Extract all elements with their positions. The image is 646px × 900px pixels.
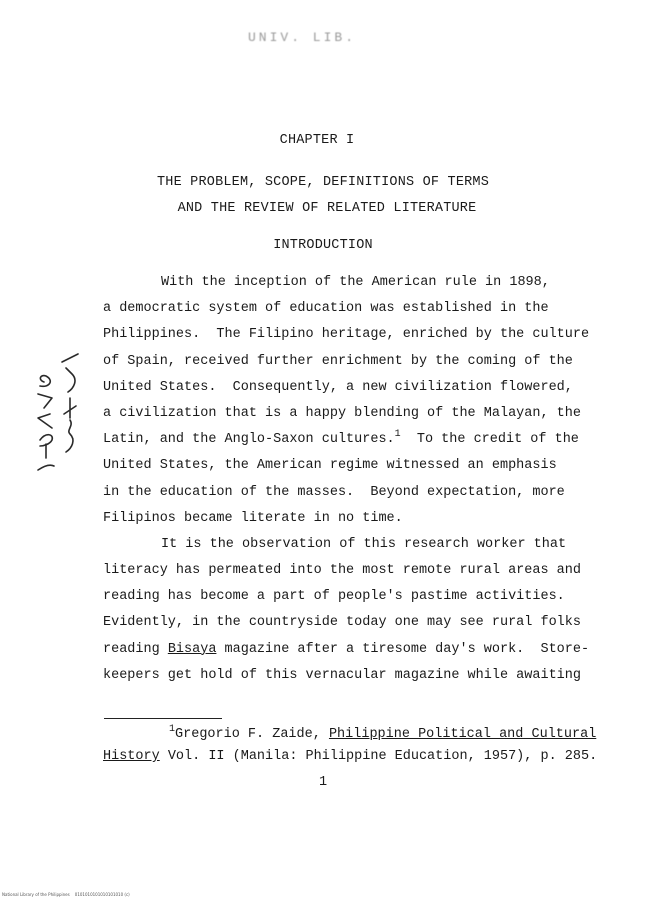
paragraph-1-line: a civilization that is a happy blending of the Malayan, the bbox=[103, 405, 581, 421]
footnote-marker: 1 bbox=[169, 724, 176, 735]
paragraph-2-line: reading has become a part of people's pastime activities. bbox=[103, 589, 565, 605]
scan-footer: National Library of the Philippines 0101010101010101010 (c) bbox=[2, 892, 130, 897]
paragraph-2-line: literacy has permeated into the most remote rural areas and bbox=[103, 563, 581, 579]
line-text: Latin, and the Anglo-Saxon cultures. bbox=[103, 432, 395, 448]
footnote bbox=[103, 724, 598, 768]
line-text: To the credit of the bbox=[400, 432, 579, 448]
handwritten-margin-note bbox=[26, 348, 86, 478]
chapter-title-line-2: AND THE REVIEW OF RELATED LITERATURE bbox=[177, 201, 477, 216]
paragraph-1-line: United States. Consequently, a new civilization flowered, bbox=[103, 379, 573, 395]
magazine-title: Bisaya bbox=[167, 641, 217, 657]
library-stamp: UNIV. LIB. bbox=[248, 30, 357, 45]
paragraph-1-line: Filipinos became literate in no time. bbox=[103, 510, 403, 526]
paragraph-1-line: Philippines. The Filipino heritage, enriched by the culture bbox=[103, 327, 590, 343]
footnote-line-1 bbox=[103, 724, 597, 746]
paragraph-2-line: It is the observation of this research worker that bbox=[161, 536, 567, 552]
footnote-book-title: History bbox=[103, 749, 160, 764]
paragraph-1-line: of Spain, received further enrichment by the coming of the bbox=[103, 353, 573, 369]
line-text: magazine after a tiresome day's work. Store- bbox=[216, 641, 590, 657]
page-number: 1 bbox=[318, 775, 328, 790]
footnote-reference: 1 bbox=[394, 429, 401, 441]
footnote-divider bbox=[104, 718, 222, 719]
section-heading: INTRODUCTION bbox=[273, 238, 373, 253]
chapter-heading: CHAPTER I bbox=[279, 133, 355, 148]
paragraph-1-line: a democratic system of education was established in the bbox=[103, 301, 549, 317]
line-text: reading bbox=[103, 641, 168, 657]
paragraph-1-line: in the education of the masses. Beyond expectation, more bbox=[103, 484, 565, 500]
body-text bbox=[103, 270, 590, 689]
footnote-author: Gregorio F. Zaide, bbox=[175, 727, 329, 742]
footnote-book-title: Philippine Political and Cultural bbox=[328, 727, 597, 742]
paragraph-2-line: Evidently, in the countryside today one may see rural folks bbox=[103, 615, 581, 631]
footnote-line-2 bbox=[103, 746, 598, 768]
paragraph-1-line bbox=[103, 427, 579, 453]
paragraph-1-line: United States, the American regime witnessed an emphasis bbox=[103, 458, 557, 474]
paragraph-2-line: keepers get hold of this vernacular magazine while awaiting bbox=[103, 667, 581, 683]
footnote-citation: Vol. II (Manila: Philippine Education, 1957), p. 285. bbox=[159, 749, 598, 764]
chapter-title-line-1: THE PROBLEM, SCOPE, DEFINITIONS OF TERMS bbox=[156, 175, 490, 190]
paragraph-2-line bbox=[103, 637, 590, 663]
paragraph-1-line: With the inception of the American rule in 1898, bbox=[161, 275, 550, 290]
